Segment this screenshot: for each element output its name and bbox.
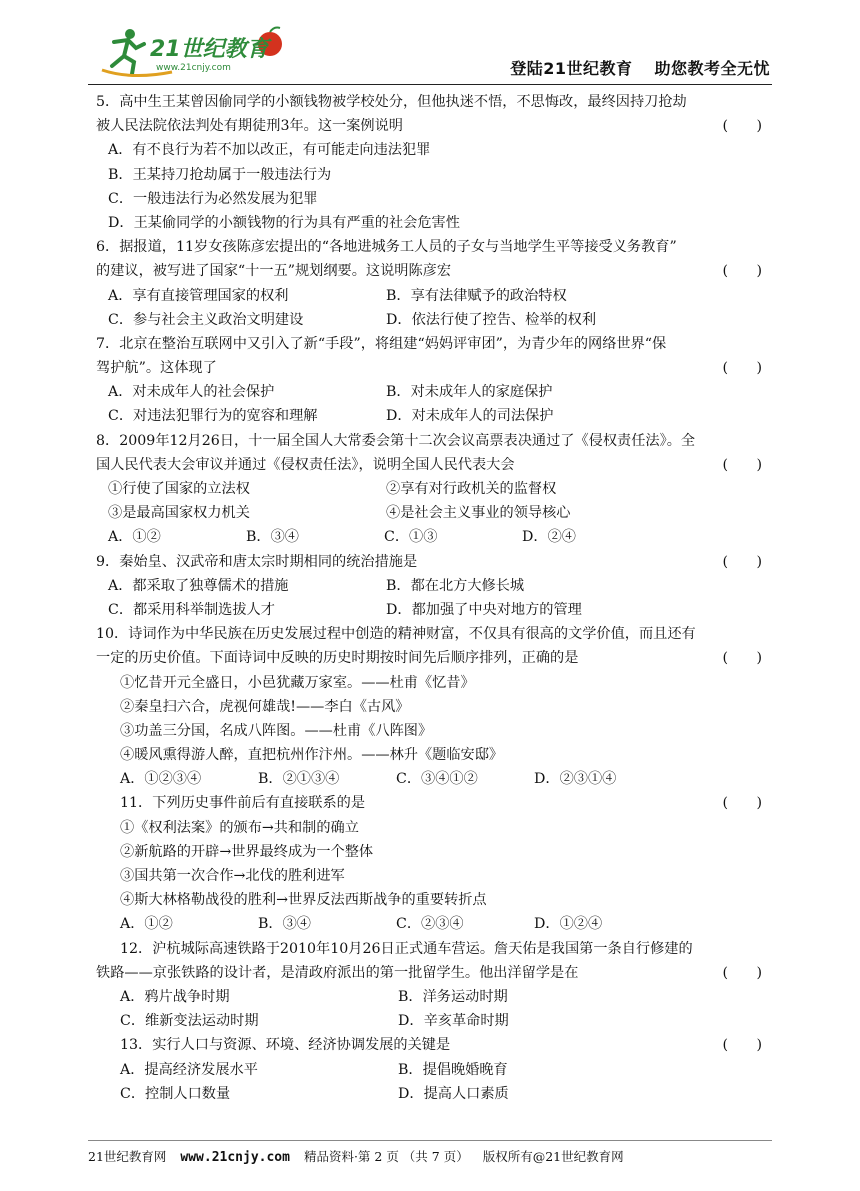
- line-text: ④暖风熏得游人醉，直把杭州作汴州。——林升《题临安邸》: [120, 747, 504, 764]
- line-text: B．王某持刀抢劫属于一般违法行为: [108, 166, 332, 183]
- line-text: 7．北京在整治互联网中又引入了新“手段”，将组建“妈妈评审团”，为青少年的网络世界“保: [96, 335, 667, 352]
- answer-bracket: ( ): [722, 795, 762, 812]
- option-text: A．鸦片战争时期: [120, 988, 230, 1005]
- text-line: [96, 598, 772, 622]
- line-text: 一定的历史价值。下面诗词中反映的历史时期按时间先后顺序排列，正确的是: [96, 650, 579, 667]
- header-slogan: [510, 56, 770, 79]
- text-line: [96, 235, 772, 259]
- text-line: [96, 743, 772, 767]
- text-line: [96, 332, 772, 356]
- option-text: B．提倡晚婚晚育: [398, 1061, 508, 1078]
- text-line: [96, 574, 772, 598]
- answer-bracket: ( ): [722, 360, 762, 377]
- logo-graphic: [92, 22, 292, 82]
- line-text: ①忆昔开元全盛日，小邑犹藏万家室。——杜甫《忆昔》: [120, 674, 475, 691]
- option-text: D．依法行使了控告、检举的权利: [386, 311, 597, 328]
- option-text: C．控制人口数量: [120, 1085, 231, 1102]
- line-text: 9．秦始皇、汉武帝和唐太宗时期相同的统治措施是: [96, 553, 418, 570]
- line-text: ②秦皇扫六合，虎视何雄哉!——李白《古风》: [120, 698, 410, 715]
- answer-bracket: ( ): [722, 964, 762, 981]
- line-text: C．一般违法行为必然发展为犯罪: [108, 190, 318, 207]
- footer-page: 精品资料·第 2 页 （共 7 页）: [303, 1149, 469, 1164]
- text-line: [96, 767, 772, 791]
- question-list: [96, 90, 772, 1106]
- option-text: C．对违法犯罪行为的宽容和理解: [108, 408, 318, 425]
- option-text: C．②③④: [396, 916, 464, 933]
- footer-url: www.21cnjy.com: [180, 1150, 290, 1165]
- line-text: 6．据报道，11岁女孩陈彦宏提出的“各地进城务工人员的子女与当地学生平等接受义务教育”: [96, 239, 677, 256]
- option-text: D．②③①④: [534, 771, 617, 788]
- text-line: [96, 695, 772, 719]
- option-text: D．辛亥革命时期: [398, 1013, 509, 1030]
- text-line: [96, 1033, 772, 1057]
- line-text: 驾护航”。这体现了: [96, 360, 217, 377]
- line-text: D．王某偷同学的小额钱物的行为具有严重的社会危害性: [108, 214, 460, 231]
- option-text: B．享有法律赋予的政治特权: [386, 287, 567, 304]
- text-line: [96, 550, 772, 574]
- text-line: [96, 985, 772, 1009]
- text-line: [96, 671, 772, 695]
- text-line: [96, 840, 772, 864]
- option-text: A．①②: [120, 916, 173, 933]
- logo-text: 21世纪教育: [150, 37, 269, 62]
- option-text: D．②④: [522, 529, 576, 546]
- option-text: C．维新变法运动时期: [120, 1013, 259, 1030]
- answer-bracket: ( ): [722, 1037, 762, 1054]
- line-text: 被人民法院依法判处有期徒刑3年。这一案例说明: [96, 118, 403, 135]
- logo-url: www.21cnjy.com: [156, 63, 231, 73]
- text-line: [96, 404, 772, 428]
- text-line: [96, 525, 772, 549]
- text-line: [96, 646, 772, 670]
- line-text: 12．沪杭城际高速铁路于2010年10月26日正式通车营运。詹天佑是我国第一条自行修建的: [120, 940, 693, 957]
- option-text: C．③④①②: [396, 771, 478, 788]
- text-line: [96, 211, 772, 235]
- option-text: B．③④: [258, 916, 311, 933]
- option-text: A．都采取了独尊儒术的措施: [108, 577, 289, 594]
- footer-site: 21世纪教育网: [88, 1149, 167, 1164]
- option-text: D．提高人口素质: [398, 1085, 509, 1102]
- page-footer: [88, 1140, 772, 1165]
- option-text: B．洋务运动时期: [398, 988, 508, 1005]
- option-text: B．对未成年人的家庭保护: [386, 384, 553, 401]
- text-line: [96, 791, 772, 815]
- text-line: [96, 1058, 772, 1082]
- text-line: [96, 719, 772, 743]
- option-text: ②享有对行政机关的监督权: [386, 481, 557, 497]
- answer-bracket: ( ): [722, 118, 762, 135]
- option-text: A．享有直接管理国家的权利: [108, 287, 289, 304]
- option-text: A．①②: [108, 529, 161, 546]
- line-text: ②新航路的开辟→世界最终成为一个整体: [120, 843, 374, 860]
- text-line: [96, 380, 772, 404]
- option-text: ③是最高国家权力机关: [108, 505, 250, 522]
- text-line: [96, 961, 772, 985]
- line-text: 8．2009年12月26日，十一届全国人大常委会第十二次会议高票表决通过了《侵权责任法》。全: [96, 432, 696, 449]
- page-header: [88, 22, 772, 85]
- text-line: [96, 308, 772, 332]
- option-text: ①行使了国家的立法权: [108, 481, 250, 497]
- answer-bracket: ( ): [722, 650, 762, 667]
- text-line: [96, 477, 772, 501]
- answer-bracket: ( ): [722, 263, 762, 280]
- answer-bracket: ( ): [722, 553, 762, 570]
- line-text: 11．下列历史事件前后有直接联系的是: [120, 795, 366, 812]
- text-line: [96, 816, 772, 840]
- option-text: D．对未成年人的司法保护: [386, 408, 554, 425]
- text-line: [96, 864, 772, 888]
- option-text: A．①②③④: [120, 771, 202, 788]
- logo: [92, 22, 292, 82]
- option-text: C．都采用科举制选拔人才: [108, 601, 275, 618]
- line-text: ④斯大林格勒战役的胜利→世界反法西斯战争的重要转折点: [120, 892, 487, 909]
- line-text: 的建议，被写进了国家“十一五”规划纲要。这说明陈彦宏: [96, 263, 452, 280]
- text-line: [96, 912, 772, 936]
- line-text: 13．实行人口与资源、环境、经济协调发展的关键是: [120, 1037, 451, 1054]
- line-text: 5．高中生王某曾因偷同学的小额钱物被学校处分，但他执迷不悟，不思悔改，最终因持刀抢劫: [96, 94, 687, 110]
- line-text: ①《权利法案》的颁布→共和制的确立: [120, 819, 359, 836]
- option-text: B．③④: [246, 529, 299, 546]
- text-line: [96, 1009, 772, 1033]
- text-line: [96, 937, 772, 961]
- option-text: D．①②④: [534, 916, 603, 933]
- option-text: D．都加强了中央对地方的管理: [386, 601, 582, 618]
- option-text: ④是社会主义事业的领导核心: [386, 505, 571, 522]
- text-line: [96, 622, 772, 646]
- option-text: B．②①③④: [258, 771, 340, 788]
- text-line: [96, 453, 772, 477]
- option-text: B．都在北方大修长城: [386, 577, 525, 594]
- text-line: [96, 356, 772, 380]
- text-line: [96, 138, 772, 162]
- slogan-right: 助您教考全无忧: [654, 59, 770, 78]
- line-text: 国人民代表大会审议并通过《侵权责任法》，说明全国人民代表大会: [96, 456, 515, 473]
- option-text: C．参与社会主义政治文明建设: [108, 311, 304, 328]
- text-line: [96, 1082, 772, 1106]
- line-text: A．有不良行为若不加以改正，有可能走向违法犯罪: [108, 142, 431, 159]
- text-line: [96, 163, 772, 187]
- text-line: [96, 501, 772, 525]
- text-line: [96, 187, 772, 211]
- text-line: [96, 429, 772, 453]
- line-text: 铁路——京张铁路的设计者，是清政府派出的第一批留学生。他出洋留学是在: [96, 964, 579, 981]
- option-text: A．提高经济发展水平: [120, 1061, 258, 1078]
- slogan-left: 登陆21世纪教育: [510, 59, 633, 78]
- line-text: ③国共第一次合作→北伐的胜利进军: [120, 868, 345, 884]
- text-line: [96, 284, 772, 308]
- option-text: A．对未成年人的社会保护: [108, 384, 275, 401]
- footer-copyright: 版权所有@21世纪教育网: [482, 1149, 624, 1164]
- line-text: ③功盖三分国，名成八阵图。——杜甫《八阵图》: [120, 722, 433, 739]
- line-text: 10．诗词作为中华民族在历史发展过程中创造的精神财富，不仅具有很高的文学价值，而且还有: [96, 626, 696, 643]
- text-line: [96, 90, 772, 114]
- text-line: [96, 114, 772, 138]
- text-line: [96, 888, 772, 912]
- answer-bracket: ( ): [722, 456, 762, 473]
- option-text: C．①③: [384, 529, 438, 546]
- text-line: [96, 259, 772, 283]
